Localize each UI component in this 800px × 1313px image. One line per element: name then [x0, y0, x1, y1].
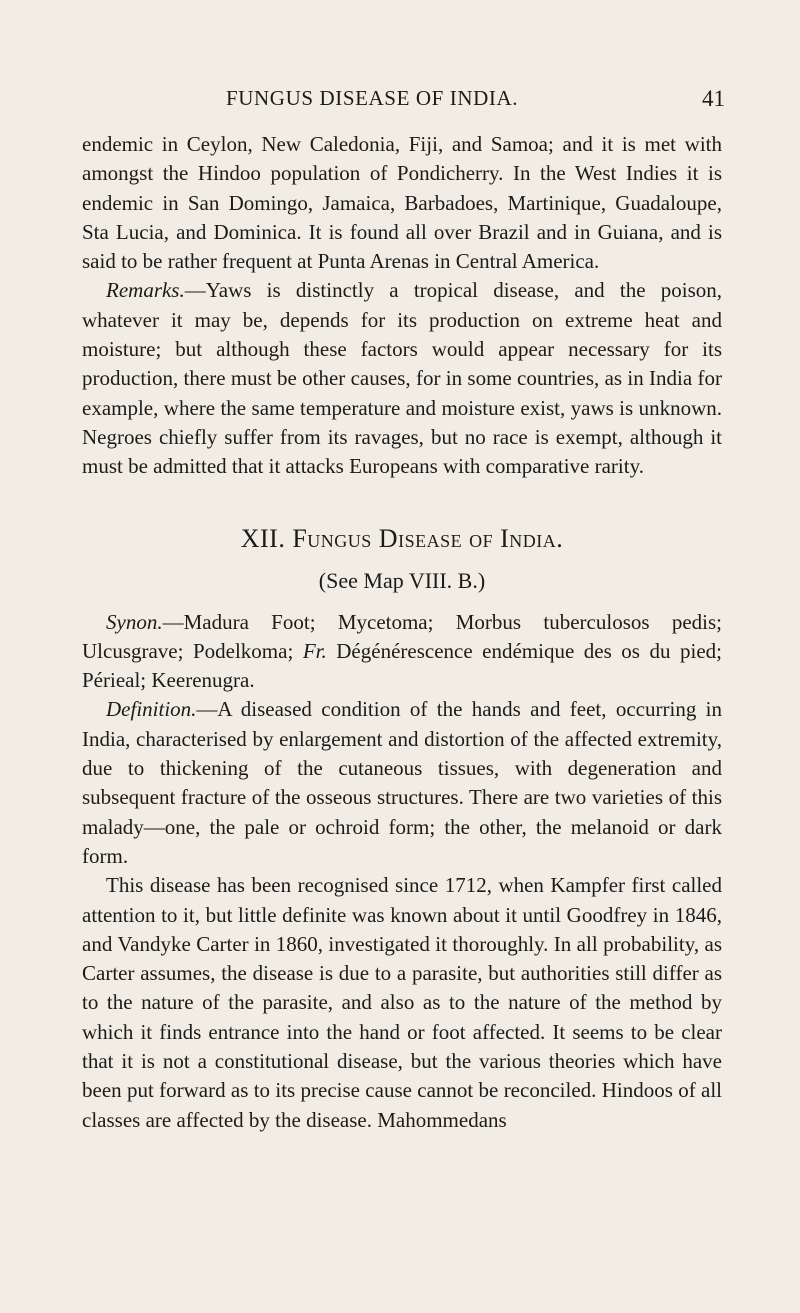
remarks-text: —Yaws is distinctly a tropical disease, and the poison, whatever it may be, depends for its production on extreme heat and moisture; but although these factors would appear necessary for its production, there must be other causes, for in some countries, as in India for example, where the same temperature and moisture exist, yaws is unknown. Negroes chiefly suffer from its ravages, but no race is exempt, although it must be admitted that it attacks Europeans with comparative rarity.: [82, 278, 722, 479]
paragraph-history: This disease has been recognised since 1712, when Kampfer first called attention to it, but little definite was known about it until Goodfrey in 1846, and Vandyke Carter in 1860, investigated it thoroughly. In all probability, as Carter assumes, the disease is due to a parasite, but authorities still differ as to the nature of the parasite, and also as to the nature of the method by which it finds entrance into the hand or foot affected. It seems to be clear that it is not a constitutional disease, but the various theories which have been put forward as to its precise cause cannot be reconciled. Hindoos of all classes are affected by the disease. Mahommedans: [82, 873, 722, 1132]
section-subtitle: (See Map VIII. B.): [318, 567, 486, 593]
synon-fr: Fr.: [302, 638, 327, 663]
remarks-label: Remarks.: [106, 278, 185, 303]
paragraph-remarks: [82, 276, 722, 481]
synon-label: Synon.: [106, 609, 163, 634]
synon-text-a: —Madura Foot; Mycetoma; Morbus tuberculosos pedis; Ulcusgrave; Podelkoma;: [82, 609, 722, 663]
section-title: XII. Fungus Disease of India.: [240, 523, 564, 553]
page-header: [0, 86, 800, 118]
page-body: [82, 130, 722, 1135]
running-head: FUNGUS DISEASE OF INDIA.: [226, 86, 519, 110]
paragraph-continued: endemic in Ceylon, New Caledonia, Fiji, and Samoa; and it is met with amongst the Hindoo population of Pondicherry. In the West Indies it is endemic in San Domingo, Jamaica, Barbadoes, Martinique, Guadaloupe, Sta Lucia, and Dominica. It is found all over Brazil and in Guiana, and is said to be rather frequent at Punta Arenas in Central America.: [82, 132, 722, 274]
paragraph-definition: [82, 695, 722, 871]
definition-label: Definition.: [106, 697, 197, 722]
page-number: 41: [702, 86, 725, 111]
paragraph-synonyms: [82, 608, 722, 696]
definition-text: —A diseased condition of the hands and feet, occurring in India, characterised by enlargement and distortion of the affected extremity, due to thickening of the cutaneous tissues, with degeneration and subsequent fracture of the osseous structures. There are two varieties of this malady—one, the pale or ochroid form; the other, the melanoid or dark form.: [82, 697, 722, 868]
synon-text-b: Dégénérescence endémique des os du pied; Périeal; Keerenugra.: [82, 638, 722, 693]
